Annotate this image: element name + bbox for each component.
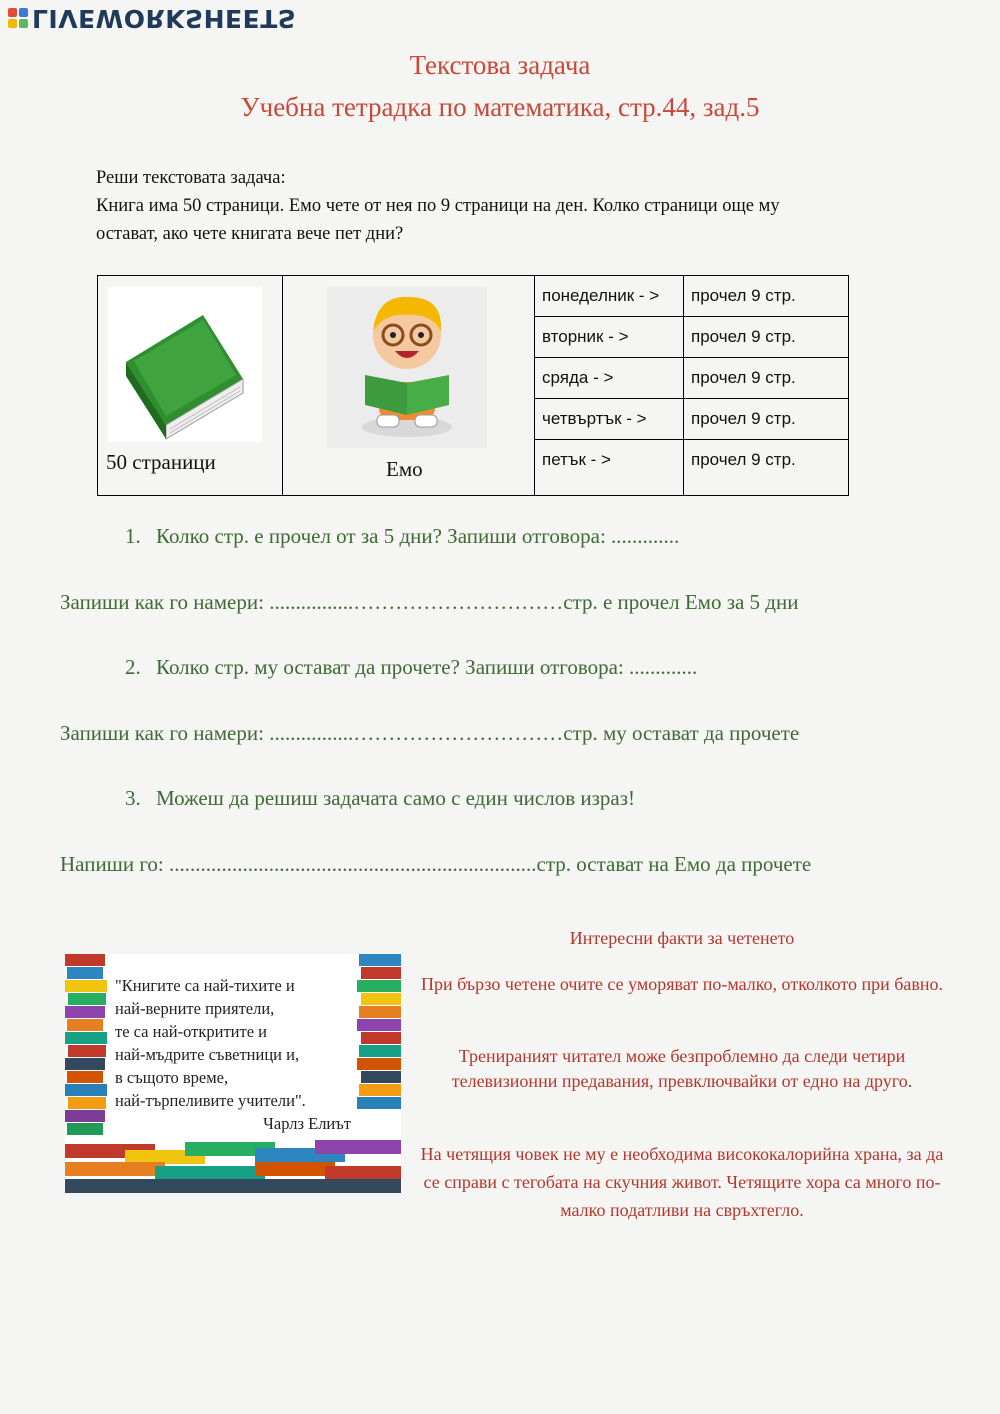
book-caption: 50 страници bbox=[106, 450, 216, 474]
quote-text: "Книгите са най-тихите и най-верните приятели, те са най-откритите и най-мъдрите съветници и, в същото време, най-търпеливите учители". Чарлз Елиът bbox=[115, 974, 355, 1135]
day-read: прочел 9 стр. bbox=[691, 450, 796, 469]
page-subtitle: Учебна тетрадка по математика, стр.44, зад.5 bbox=[240, 92, 760, 122]
task-intro bbox=[96, 164, 886, 248]
question-3: 3. Можеш да решиш задачата само с един числов израз! bbox=[125, 786, 636, 810]
logo bbox=[8, 4, 296, 32]
expression-field[interactable]: Напиши го: ......................................................................стр. остават на Емо да прочете bbox=[60, 852, 812, 876]
day-name: петък - > bbox=[542, 450, 611, 469]
day-read: прочел 9 стр. bbox=[691, 327, 796, 346]
book-cell bbox=[98, 276, 283, 495]
day-read: прочел 9 стр. bbox=[691, 286, 796, 305]
facts-title: Интересни факти за четенето bbox=[569, 928, 795, 948]
question-1: 1. Колко стр. е прочел от за 5 дни? Запиши отговора: ............. bbox=[125, 524, 680, 548]
day-name: вторник - > bbox=[542, 327, 629, 346]
logo-icon bbox=[8, 8, 28, 28]
boy-reading-icon bbox=[327, 287, 487, 448]
day-read: прочел 9 стр. bbox=[691, 368, 796, 387]
day-row bbox=[535, 276, 848, 317]
book-icon bbox=[108, 287, 262, 442]
fact-3: На четящия човек не му е необходима висококалорийна храна, за да се справи с тегобата на скучния живот. Четящите хора са много по-малко податливи на свръхтегло. bbox=[420, 1144, 944, 1220]
answer-field-1[interactable]: Запиши как го намери: ................…………………………стр. е прочел Емо за 5 дни bbox=[60, 590, 799, 614]
intro-line-2: Книга има 50 страници. Емо чете от нея по 9 страници на ден. Колко страници още му bbox=[96, 196, 780, 216]
day-name: четвъртък - > bbox=[542, 409, 647, 428]
answer-field-2[interactable]: Запиши как го намери: ................…………………………стр. му остават да прочете bbox=[60, 721, 800, 745]
day-name: понеделник - > bbox=[542, 286, 660, 305]
intro-line-1: Реши текстовата задача: bbox=[96, 168, 286, 188]
day-row bbox=[535, 358, 848, 399]
fact-1: При бързо четене очите се уморяват по-малко, отколкото при бавно. bbox=[420, 974, 944, 994]
task-table bbox=[97, 275, 849, 496]
day-row bbox=[535, 399, 848, 440]
question-2: 2. Колко стр. му остават да прочете? Запиши отговора: ............. bbox=[125, 655, 698, 679]
days-table bbox=[535, 276, 848, 495]
fact-2: Тренираният читател може безпроблемно да следи четири телевизионни предавания, превключвайки от едно на друго. bbox=[451, 1046, 913, 1091]
day-row bbox=[535, 440, 848, 494]
quote-author: Чарлз Елиът bbox=[263, 1114, 351, 1133]
intro-line-3: остават, ако чете книгата вече пет дни? bbox=[96, 224, 404, 244]
logo-text: LIVEWORKSHEETS bbox=[32, 4, 297, 33]
day-name: сряда - > bbox=[542, 368, 614, 387]
emo-cell bbox=[283, 276, 535, 495]
emo-caption: Емо bbox=[386, 457, 423, 481]
day-row bbox=[535, 317, 848, 358]
page-title: Текстова задача bbox=[409, 50, 591, 80]
day-read: прочел 9 стр. bbox=[691, 409, 796, 428]
books-quote-image bbox=[65, 954, 401, 1193]
